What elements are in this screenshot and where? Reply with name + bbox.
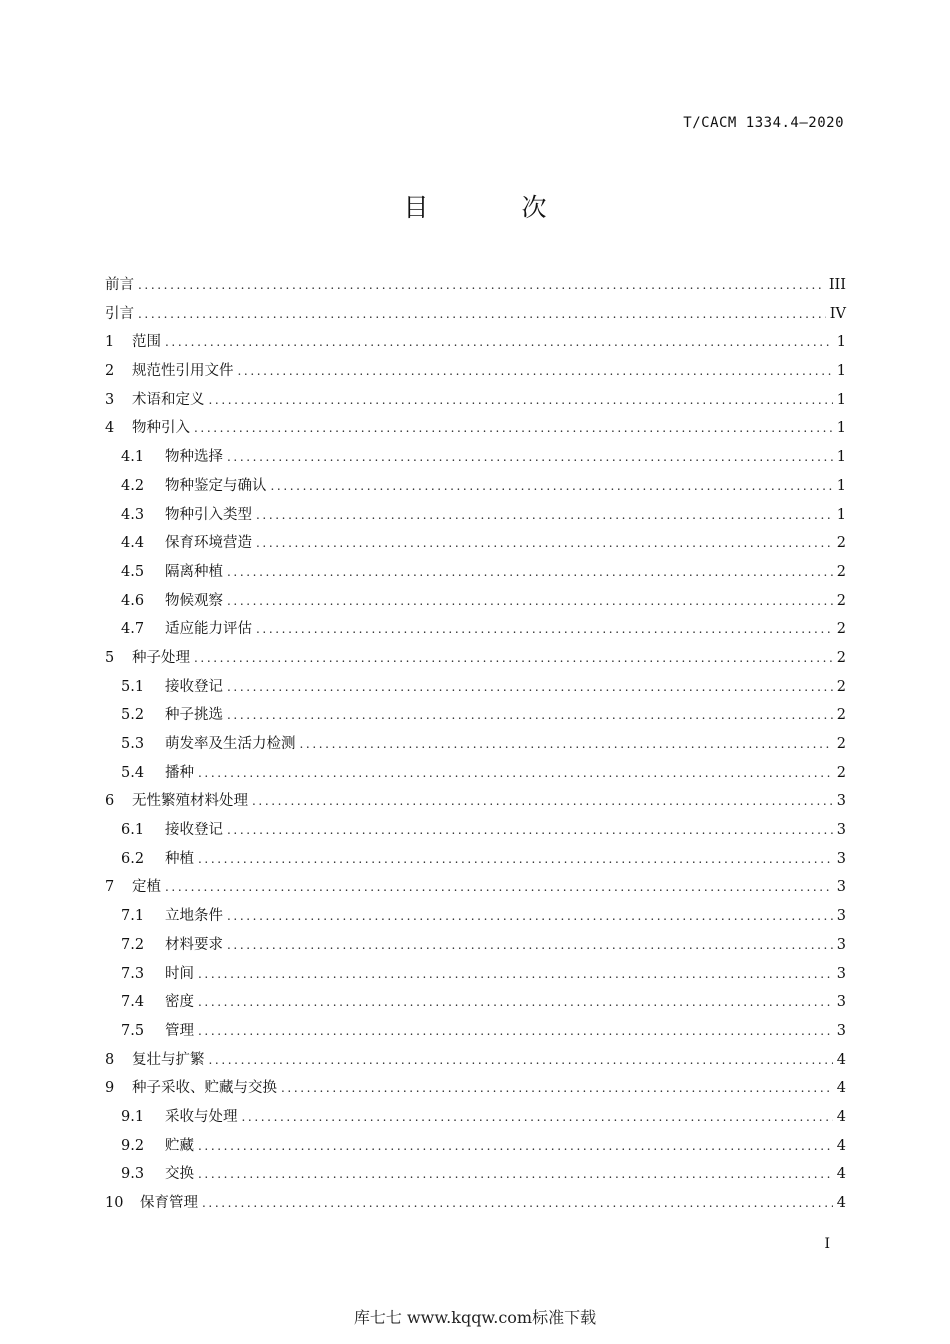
toc-entry-label: 种子处理 — [132, 649, 190, 666]
toc-entry-page: 3 — [836, 994, 846, 1011]
toc-entry-page: III — [828, 277, 846, 293]
toc-entry-label: 前言 — [105, 277, 134, 293]
toc-entry-label: 定植 — [132, 879, 161, 896]
toc-entry-label: 适应能力评估 — [165, 621, 252, 638]
toc-entry-label: 规范性引用文件 — [132, 363, 234, 380]
toc-dot-leader — [209, 1046, 833, 1075]
toc-entry[interactable] — [105, 816, 846, 845]
toc-entry-number: 5.1 — [121, 678, 145, 695]
toc-entry-label: 无性繁殖材料处理 — [132, 793, 248, 810]
toc-dot-leader — [194, 644, 833, 673]
toc-entry-page: 1 — [836, 506, 846, 523]
toc-entry-page: 3 — [836, 793, 846, 810]
toc-entry-page: 2 — [836, 592, 846, 609]
toc-entry[interactable] — [105, 931, 846, 960]
toc-entry-number: 4.6 — [121, 592, 145, 609]
toc-entry-page: 3 — [836, 965, 846, 982]
toc-dot-leader — [227, 902, 833, 931]
toc-entry-number: 7.2 — [121, 936, 145, 953]
toc-entry[interactable] — [105, 960, 846, 989]
toc-entry-page: 2 — [836, 563, 846, 580]
toc-entry-label: 管理 — [165, 1022, 194, 1039]
toc-entry-number: 4.5 — [121, 563, 145, 580]
toc-entry[interactable] — [105, 787, 846, 816]
toc-dot-leader — [198, 759, 833, 788]
toc-entry-label: 密度 — [165, 994, 194, 1011]
toc-entry-number: 4.7 — [121, 621, 145, 638]
toc-entry[interactable] — [105, 558, 846, 587]
toc-entry-page: 4 — [836, 1166, 846, 1183]
toc-entry-label: 术语和定义 — [132, 391, 205, 408]
toc-entry[interactable] — [105, 701, 846, 730]
toc-entry-page: 2 — [836, 535, 846, 552]
toc-entry-label: 保育环境营造 — [165, 535, 252, 552]
toc-entry-label: 采收与处理 — [165, 1108, 238, 1125]
toc-entry-number: 1 — [105, 334, 115, 351]
toc-dot-leader — [227, 587, 833, 616]
toc-dot-leader — [227, 931, 833, 960]
toc-entry-label: 物候观察 — [165, 592, 223, 609]
toc-entry[interactable] — [105, 271, 846, 300]
toc-entry-number: 6.2 — [121, 850, 145, 867]
toc-dot-leader — [256, 615, 833, 644]
toc-entry[interactable] — [105, 443, 846, 472]
standard-number: T/CACM 1334.4—2020 — [683, 115, 844, 131]
toc-entry-label: 范围 — [132, 334, 161, 351]
toc-entry[interactable] — [105, 673, 846, 702]
toc-entry-label: 种子采收、贮藏与交换 — [132, 1080, 277, 1097]
toc-entry-page: 3 — [836, 879, 846, 896]
page-number: I — [824, 1236, 830, 1252]
toc-entry-label: 复壮与扩繁 — [132, 1051, 205, 1068]
toc-entry-number: 7.1 — [121, 908, 145, 925]
toc-entry[interactable] — [105, 1132, 846, 1161]
toc-entry[interactable] — [105, 1046, 846, 1075]
toc-entry-number: 9.3 — [121, 1166, 145, 1183]
toc-entry[interactable] — [105, 357, 846, 386]
toc-entry-page: 2 — [836, 678, 846, 695]
toc-entry[interactable] — [105, 472, 846, 501]
toc-entry-label: 播种 — [165, 764, 194, 781]
toc-entry-page: 1 — [836, 334, 846, 351]
toc-dot-leader — [198, 845, 833, 874]
toc-entry-number: 5.4 — [121, 764, 145, 781]
toc-entry-label: 物种引入类型 — [165, 506, 252, 523]
toc-entry[interactable] — [105, 328, 846, 357]
toc-dot-leader — [238, 357, 833, 386]
toc-entry-number: 10 — [105, 1195, 124, 1211]
toc-entry-number: 4.1 — [121, 449, 145, 466]
toc-entry[interactable] — [105, 730, 846, 759]
toc-entry[interactable] — [105, 386, 846, 415]
toc-dot-leader — [256, 529, 833, 558]
toc-entry-page: 1 — [836, 449, 846, 466]
toc-dot-leader — [194, 414, 833, 443]
toc-entry-page: 1 — [836, 363, 846, 380]
toc-dot-leader — [227, 816, 833, 845]
toc-entry[interactable] — [105, 1074, 846, 1103]
toc-entry-number: 4.3 — [121, 506, 145, 523]
toc-dot-leader — [227, 701, 833, 730]
toc-entry-number: 7.5 — [121, 1022, 145, 1039]
toc-entry-page: 1 — [836, 477, 846, 494]
toc-entry[interactable] — [105, 501, 846, 530]
toc-entry-page: 3 — [836, 908, 846, 925]
toc-entry[interactable] — [105, 1189, 846, 1218]
toc-entry-page: 2 — [836, 736, 846, 752]
toc-entry-page: 2 — [836, 649, 846, 666]
toc-entry-label: 保育管理 — [140, 1195, 198, 1211]
toc-entry-page: 4 — [836, 1108, 846, 1125]
toc-entry-label: 物种选择 — [165, 449, 223, 466]
toc-dot-leader — [252, 787, 833, 816]
toc-dot-leader — [300, 730, 833, 759]
toc-entry-page: 2 — [836, 707, 846, 724]
toc-entry-label: 种子挑选 — [165, 707, 223, 724]
toc-entry[interactable] — [105, 529, 846, 558]
toc-entry-page: 3 — [836, 822, 846, 839]
toc-dot-leader — [281, 1074, 833, 1103]
toc-entry-number: 5.3 — [121, 736, 145, 752]
toc-dot-leader — [227, 558, 833, 587]
toc-entry[interactable] — [105, 1103, 846, 1132]
toc-entry-page: 3 — [836, 936, 846, 953]
table-of-contents — [105, 271, 846, 1218]
toc-entry-number: 8 — [105, 1051, 115, 1068]
toc-entry[interactable] — [105, 873, 846, 902]
toc-entry[interactable] — [105, 414, 846, 443]
toc-dot-leader — [227, 673, 833, 702]
toc-entry-page: IV — [829, 305, 846, 322]
toc-entry-page: 4 — [836, 1051, 846, 1068]
toc-dot-leader — [202, 1189, 833, 1218]
page-title: 目 次 — [403, 193, 581, 222]
toc-dot-leader — [138, 271, 825, 300]
toc-entry-page: 4 — [836, 1080, 846, 1097]
toc-entry-number: 9.2 — [121, 1137, 145, 1154]
toc-dot-leader — [198, 1132, 833, 1161]
toc-entry-number: 7 — [105, 879, 115, 896]
toc-entry[interactable] — [105, 902, 846, 931]
toc-dot-leader — [198, 1017, 833, 1046]
toc-entry-page: 2 — [836, 621, 846, 638]
toc-entry-number: 2 — [105, 363, 115, 380]
toc-entry[interactable] — [105, 988, 846, 1017]
toc-entry-page: 2 — [836, 764, 846, 781]
toc-entry-label: 接收登记 — [165, 678, 223, 695]
toc-entry[interactable] — [105, 300, 846, 329]
toc-entry[interactable] — [105, 587, 846, 616]
toc-entry-number: 4 — [105, 420, 115, 437]
toc-entry-label: 引言 — [105, 305, 134, 322]
toc-entry-page: 4 — [836, 1137, 846, 1154]
toc-entry-page: 1 — [836, 391, 846, 408]
toc-entry-page: 4 — [836, 1195, 846, 1211]
toc-entry[interactable] — [105, 644, 846, 673]
toc-entry-number: 3 — [105, 391, 115, 408]
toc-dot-leader — [165, 328, 833, 357]
toc-entry-label: 种植 — [165, 850, 194, 867]
toc-entry-number: 5 — [105, 649, 115, 666]
toc-entry-label: 立地条件 — [165, 908, 223, 925]
toc-entry[interactable] — [105, 1160, 846, 1189]
toc-entry-label: 物种引入 — [132, 420, 190, 437]
toc-entry-label: 接收登记 — [165, 822, 223, 839]
toc-entry[interactable] — [105, 1017, 846, 1046]
toc-entry-page: 1 — [836, 420, 846, 437]
toc-entry-label: 交换 — [165, 1166, 194, 1183]
toc-dot-leader — [271, 472, 833, 501]
toc-entry-number: 5.2 — [121, 707, 145, 724]
toc-entry-number: 7.4 — [121, 994, 145, 1011]
toc-entry[interactable] — [105, 615, 846, 644]
toc-dot-leader — [209, 386, 833, 415]
toc-entry-number: 9.1 — [121, 1108, 145, 1125]
toc-entry-number: 4.2 — [121, 477, 145, 494]
toc-dot-leader — [198, 988, 833, 1017]
toc-entry-number: 9 — [105, 1080, 115, 1097]
toc-entry-label: 隔离种植 — [165, 563, 223, 580]
toc-entry-label: 材料要求 — [165, 936, 223, 953]
toc-dot-leader — [227, 443, 833, 472]
watermark-text: 库七七 www.kqqw.com标准下载 — [353, 1308, 597, 1327]
toc-entry-label: 萌发率及生活力检测 — [165, 736, 296, 752]
toc-dot-leader — [198, 960, 833, 989]
toc-entry[interactable] — [105, 845, 846, 874]
toc-entry-page: 3 — [836, 1022, 846, 1039]
toc-entry-number: 6 — [105, 793, 115, 810]
toc-entry-label: 时间 — [165, 965, 194, 982]
toc-dot-leader — [165, 873, 833, 902]
toc-dot-leader — [242, 1103, 833, 1132]
toc-entry-number: 4.4 — [121, 535, 145, 552]
toc-entry-label: 贮藏 — [165, 1137, 194, 1154]
toc-dot-leader — [138, 300, 826, 329]
toc-entry-number: 6.1 — [121, 822, 145, 839]
toc-entry-label: 物种鉴定与确认 — [165, 477, 267, 494]
toc-entry-number: 7.3 — [121, 965, 145, 982]
toc-entry-page: 3 — [836, 850, 846, 867]
toc-entry[interactable] — [105, 759, 846, 788]
toc-dot-leader — [256, 501, 833, 530]
toc-dot-leader — [198, 1160, 833, 1189]
